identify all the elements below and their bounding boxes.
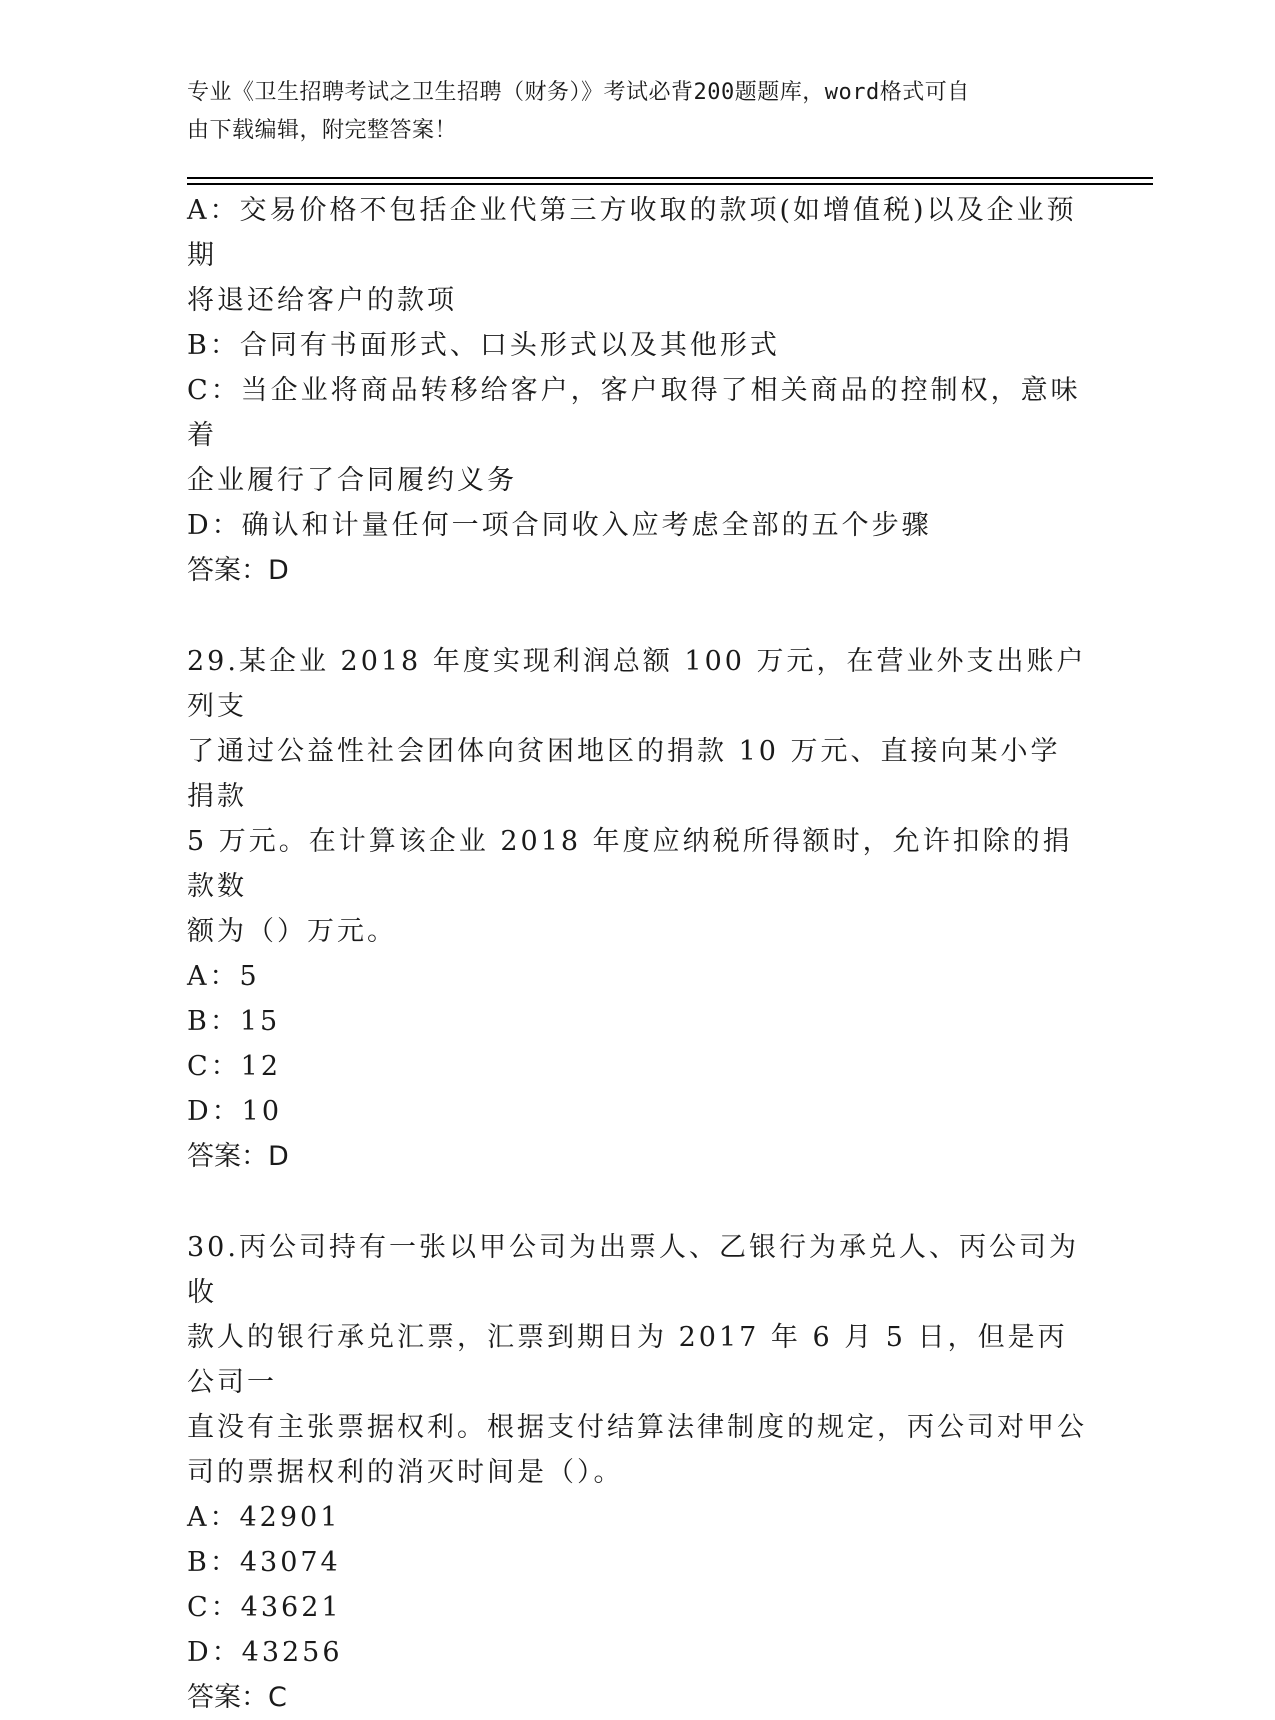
document-header (187, 74, 1067, 150)
option-b: B：15 (187, 1006, 281, 1037)
question-stem-line: 5 万元。在计算该企业 2018 年度应纳税所得额时，允许扣除的捐款数 (187, 826, 1073, 902)
answer-line: 答案：D (187, 555, 289, 586)
option-line: A：交易价格不包括企业代第三方收取的款项(如增值税)以及企业预期 (187, 195, 1077, 271)
question-spacer (187, 593, 1087, 639)
option-d: D：43256 (187, 1637, 343, 1668)
question-block-previous (187, 188, 1087, 593)
answer-line: 答案：C (187, 1682, 287, 1713)
option-a: A：5 (187, 961, 260, 992)
header-line-1: 专业《卫生招聘考试之卫生招聘（财务）》考试必背200题题库，word格式可自 (187, 80, 970, 105)
option-a: A：42901 (187, 1502, 341, 1533)
option-c: C：12 (187, 1051, 282, 1082)
question-stem-line: 款人的银行承兑汇票，汇票到期日为 2017 年 6 月 5 日，但是丙公司一 (187, 1322, 1068, 1398)
question-stem-line: 30.丙公司持有一张以甲公司为出票人、乙银行为承兑人、丙公司为收 (187, 1232, 1079, 1308)
option-line: D：确认和计量任何一项合同收入应考虑全部的五个步骤 (187, 510, 932, 541)
answer-line: 答案：D (187, 1141, 289, 1172)
question-stem-line: 了通过公益性社会团体向贫困地区的捐款 10 万元、直接向某小学捐款 (187, 736, 1061, 812)
option-c: C：43621 (187, 1592, 342, 1623)
question-block-30 (187, 1225, 1087, 1720)
option-line: C：当企业将商品转移给客户，客户取得了相关商品的控制权，意味着 (187, 375, 1081, 451)
document-body (187, 188, 1087, 1720)
question-stem-line: 直没有主张票据权利。根据支付结算法律制度的规定，丙公司对甲公 (187, 1412, 1087, 1443)
option-b: B：43074 (187, 1547, 341, 1578)
header-divider-bottom (187, 183, 1153, 185)
question-spacer (187, 1179, 1087, 1225)
question-stem-line: 司的票据权利的消灭时间是（）。 (187, 1457, 624, 1488)
header-line-2: 由下载编辑，附完整答案！ (187, 118, 458, 143)
option-line: 企业履行了合同履约义务 (187, 465, 517, 496)
option-line: B：合同有书面形式、口头形式以及其他形式 (187, 330, 780, 361)
header-divider-top (187, 177, 1153, 179)
question-block-29 (187, 639, 1087, 1179)
option-line: 将退还给客户的款项 (187, 285, 457, 316)
question-stem-line: 29.某企业 2018 年度实现利润总额 100 万元，在营业外支出账户列支 (187, 646, 1087, 722)
question-stem-line: 额为（）万元。 (187, 916, 397, 947)
option-d: D：10 (187, 1096, 283, 1127)
